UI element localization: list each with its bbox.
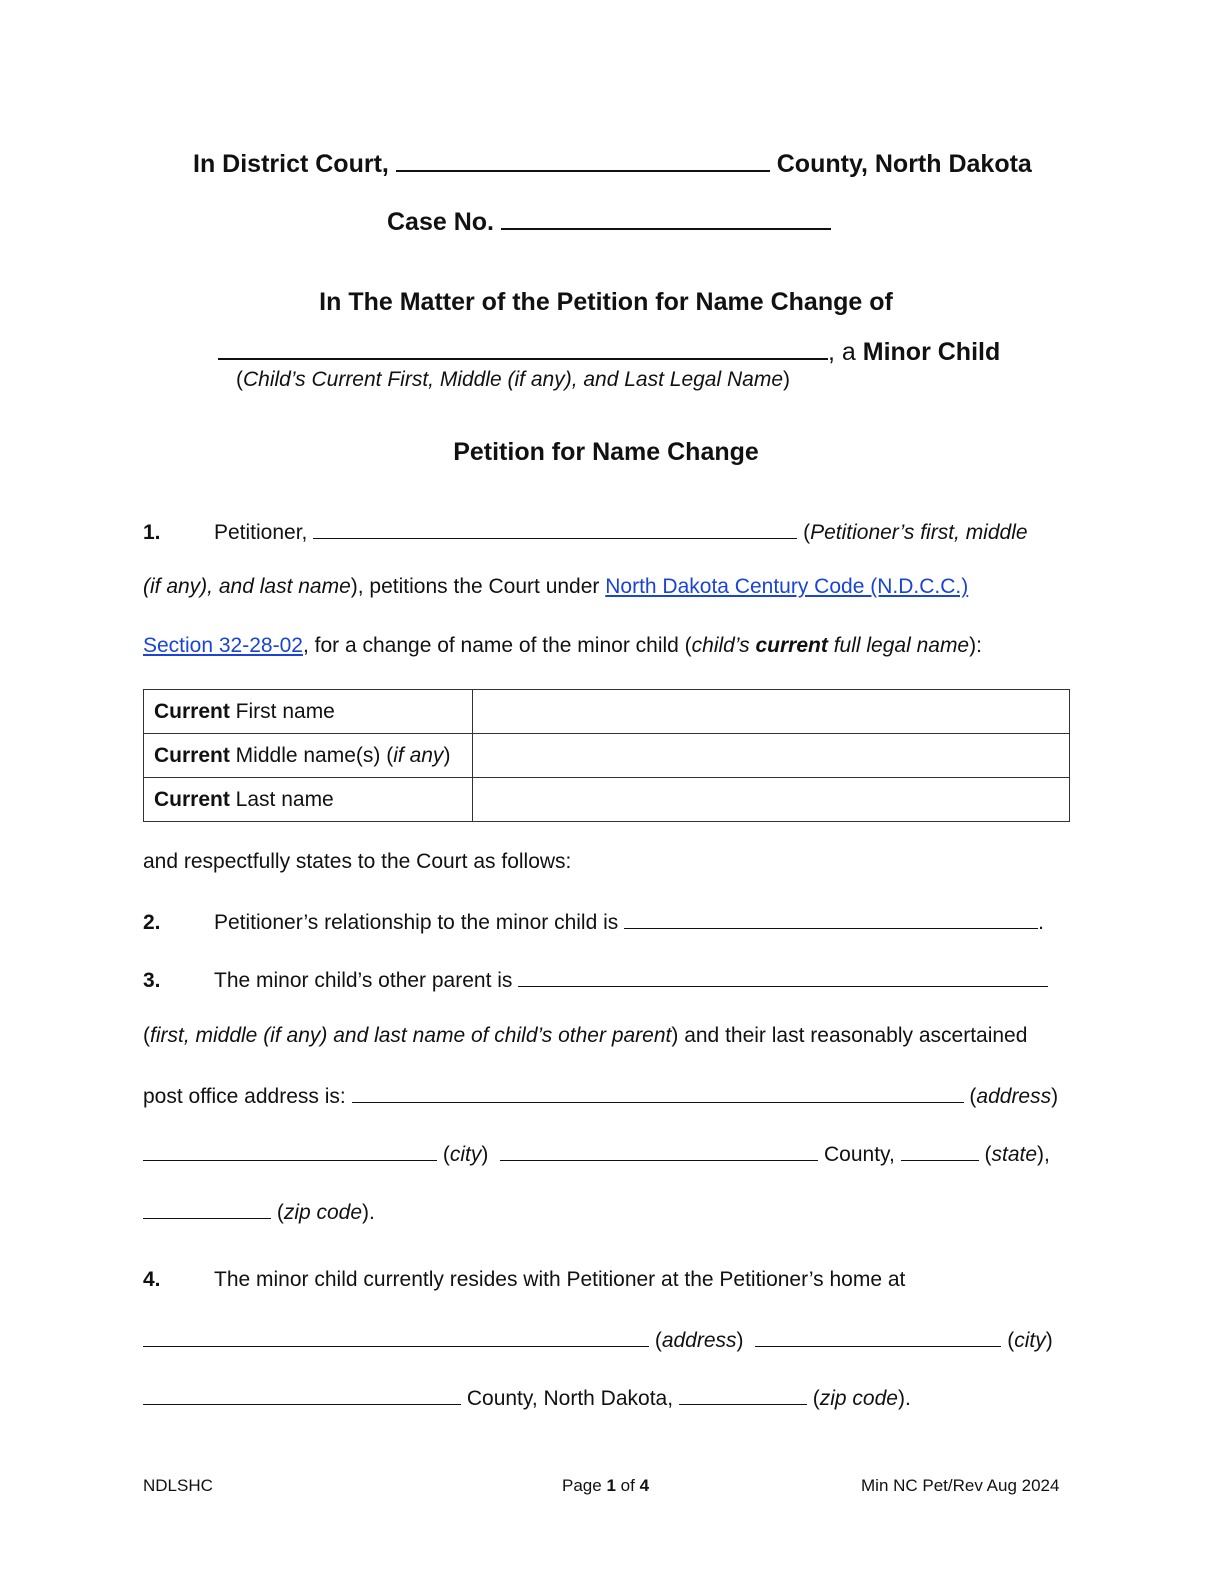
- para-3-line-1: 3. The minor child’s other parent is: [143, 966, 1048, 993]
- court-heading: In District Court, County, North Dakota: [193, 146, 1032, 179]
- middle-name-input-cell[interactable]: [473, 734, 1070, 778]
- para-3-line-3: post office address is: (address): [143, 1082, 1058, 1109]
- parent-state-blank[interactable]: [901, 1140, 979, 1161]
- para-1-line-3: Section 32-28-02, for a change of name of the minor child (child’s current full legal name):: [143, 634, 982, 657]
- para-4-line-3: County, North Dakota, (zip code).: [143, 1384, 911, 1411]
- para-2: 2. Petitioner’s relationship to the minor child is .: [143, 908, 1044, 935]
- home-county-blank[interactable]: [143, 1384, 461, 1405]
- para-4-line-1: 4. The minor child currently resides with Petitioner at the Petitioner’s home at: [143, 1268, 906, 1291]
- last-name-input-cell[interactable]: [473, 778, 1070, 822]
- footer-right: Min NC Pet/Rev Aug 2024: [861, 1476, 1060, 1495]
- home-address-blank[interactable]: [143, 1326, 649, 1347]
- petitioner-name-blank[interactable]: [313, 518, 797, 539]
- middle-name-label: Current Middle name(s) (if any): [144, 734, 473, 778]
- current-name-table: [143, 689, 1070, 822]
- parent-county-blank[interactable]: [500, 1140, 818, 1161]
- para-1-line-1: 1. Petitioner, (Petitioner’s first, middle: [143, 518, 1028, 545]
- parent-city-blank[interactable]: [143, 1140, 437, 1161]
- table-row: [144, 778, 1070, 822]
- para-1-line-2: (if any), and last name), petitions the Court under North Dakota Century Code (N.D.C.C.): [143, 575, 969, 598]
- matter-heading: In The Matter of the Petition for Name Change of: [319, 288, 893, 316]
- footer-left: NDLSHC: [143, 1476, 213, 1495]
- first-name-label: Current First name: [144, 690, 473, 734]
- case-number-line: Case No.: [387, 204, 831, 237]
- last-name-label: Current Last name: [144, 778, 473, 822]
- parent-zip-blank[interactable]: [143, 1198, 271, 1219]
- home-city-blank[interactable]: [755, 1326, 1001, 1347]
- child-name-blank[interactable]: [218, 334, 828, 360]
- child-name-note: (Child’s Current First, Middle (if any), and Last Legal Name): [236, 368, 791, 391]
- respectfully-states: and respectfully states to the Court as follows:: [143, 850, 572, 873]
- para-3-line-5: (zip code).: [143, 1198, 375, 1225]
- home-zip-blank[interactable]: [679, 1384, 807, 1405]
- first-name-input-cell[interactable]: [473, 690, 1070, 734]
- para-4-line-2: (address) (city): [143, 1326, 1053, 1353]
- para-3-line-4: (city) County, (state),: [143, 1140, 1050, 1167]
- minor-child-line: , a Minor Child: [218, 334, 1000, 367]
- section-link[interactable]: Section 32-28-02: [143, 634, 303, 657]
- other-parent-blank[interactable]: [518, 966, 1048, 987]
- table-row: [144, 690, 1070, 734]
- document-title: Petition for Name Change: [453, 438, 759, 466]
- case-number-blank[interactable]: [501, 204, 831, 230]
- page-number: Page 1 of 4: [562, 1476, 650, 1495]
- para-3-line-2: (first, middle (if any) and last name of child’s other parent) and their last reasonably ascertained: [143, 1024, 1028, 1047]
- ndcc-link[interactable]: North Dakota Century Code (N.D.C.C.): [605, 575, 969, 598]
- relationship-blank[interactable]: [624, 908, 1038, 929]
- table-row: [144, 734, 1070, 778]
- county-blank[interactable]: [396, 146, 770, 172]
- parent-address-blank[interactable]: [352, 1082, 964, 1103]
